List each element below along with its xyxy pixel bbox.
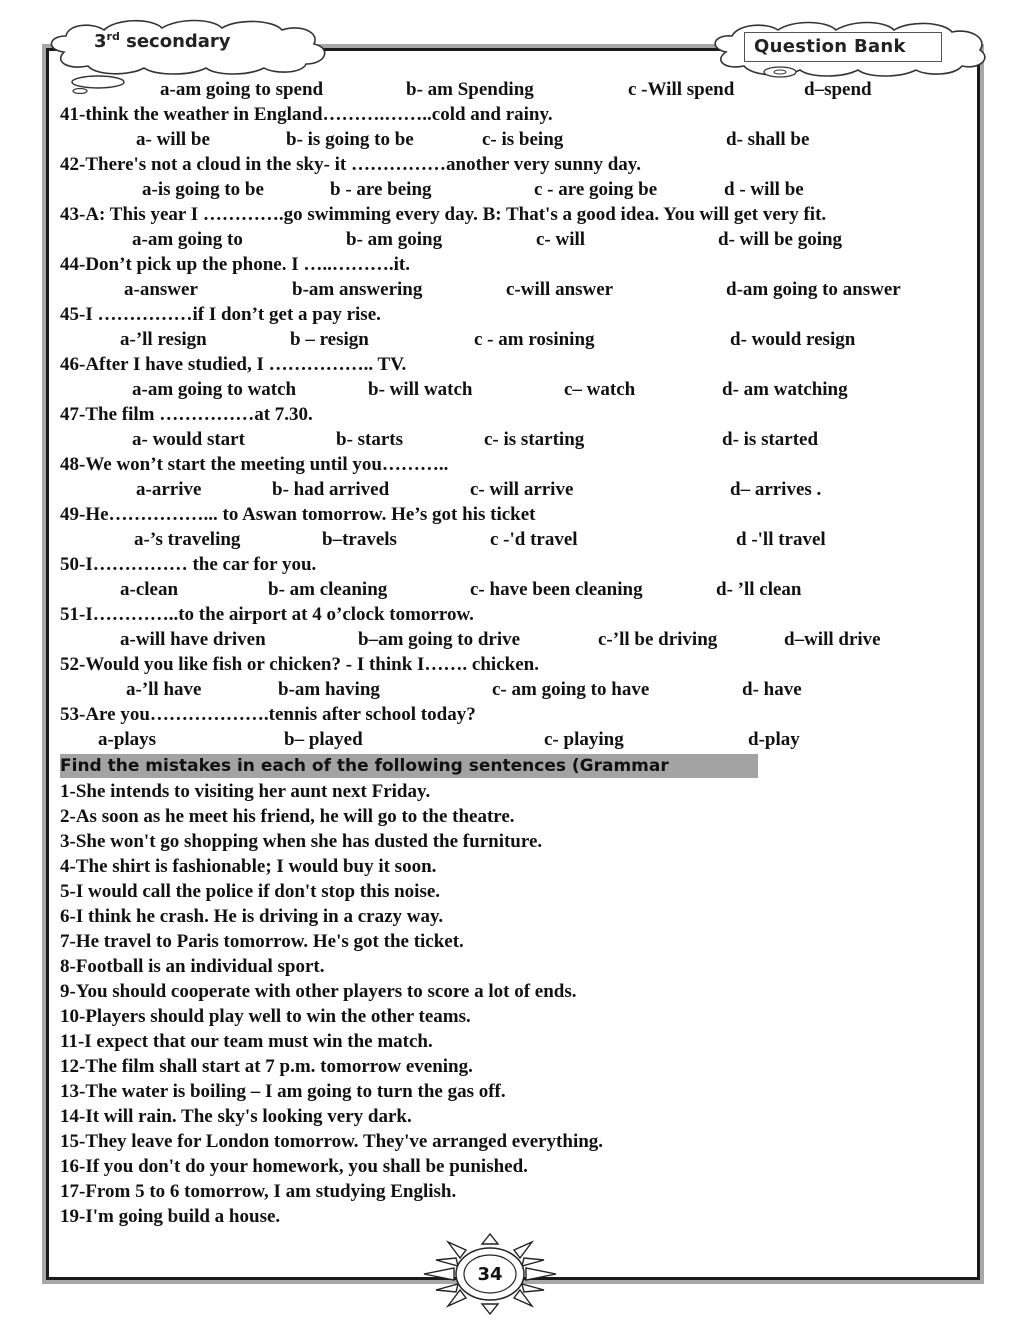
- option-b: b–travels: [322, 529, 397, 550]
- options-row: [60, 277, 960, 302]
- page-number: 34: [477, 1264, 503, 1285]
- question-stem: 52-Would you like fish or chicken? - I think I……. chicken.: [60, 654, 539, 675]
- question-stem: 51-I…………..to the airport at 4 o’clock tomorrow.: [60, 604, 474, 625]
- options-row: [60, 227, 960, 252]
- list-item: 2-As soon as he meet his friend, he will go to the theatre.: [60, 806, 515, 827]
- list-item: 10-Players should play well to win the other teams.: [60, 1006, 471, 1027]
- list-item: 13-The water is boiling – I am going to turn the gas off.: [60, 1081, 506, 1102]
- option-c: c- have been cleaning: [470, 579, 643, 600]
- option-b: b- am going: [346, 229, 443, 250]
- option-b: b- starts: [336, 429, 404, 450]
- options-row: [60, 427, 960, 452]
- question-stem: 44-Don’t pick up the phone. I …..……….it.: [60, 254, 410, 275]
- option-d: d- would resign: [730, 329, 856, 350]
- options-row: [60, 127, 960, 152]
- option-d: d- will be going: [718, 229, 843, 250]
- options-row: [60, 627, 960, 652]
- list-item: 3-She won't go shopping when she has dusted the furniture.: [60, 831, 543, 852]
- option-a: a-arrive: [136, 479, 202, 500]
- grade-label: 3rd secondary: [94, 30, 231, 52]
- option-b: b – resign: [290, 329, 369, 350]
- option-a: a-will have driven: [120, 629, 266, 650]
- options-row: [60, 327, 960, 352]
- option-c: c- will arrive: [470, 479, 574, 500]
- list-item: 19-I'm going build a house.: [60, 1206, 281, 1227]
- question-bank-label: Question Bank: [754, 36, 906, 57]
- option-d: d- have: [742, 679, 802, 700]
- question-stem: 45-I ……………if I don’t get a pay rise.: [60, 304, 381, 325]
- option-d: d–spend: [804, 79, 872, 100]
- grade-cloud: [44, 18, 334, 76]
- option-d: d- ’ll clean: [716, 579, 802, 600]
- option-a: a-am going to spend: [160, 79, 324, 100]
- option-c: c-’ll be driving: [598, 629, 718, 650]
- option-b: b- had arrived: [272, 479, 390, 500]
- mistakes-list: [60, 779, 960, 1229]
- option-c: c- is being: [482, 129, 564, 150]
- list-item: 9-You should cooperate with other players to score a lot of ends.: [60, 981, 577, 1002]
- option-d: d-play: [748, 729, 800, 750]
- question-stem: 43-A: This year I ………….go swimming every day. B: That's a good idea. You will get very fit.: [60, 204, 827, 225]
- option-b: b- am Spending: [406, 79, 534, 100]
- question-stem: 48-We won’t start the meeting until you………..: [60, 454, 449, 475]
- question-stem: 50-I…………… the car for you.: [60, 554, 317, 575]
- option-d: d- is started: [722, 429, 819, 450]
- option-c: c - are going be: [534, 179, 658, 200]
- question-stem: 47-The film ……………at 7.30.: [60, 404, 313, 425]
- list-item: 12-The film shall start at 7 p.m. tomorrow evening.: [60, 1056, 473, 1077]
- options-row: [60, 677, 960, 702]
- option-c: c– watch: [564, 379, 636, 400]
- option-b: b- is going to be: [286, 129, 414, 150]
- section-heading: Find the mistakes in each of the following sentences (Grammar: [60, 754, 758, 778]
- question-stem: 42-There's not a cloud in the sky- it ……………another very sunny day.: [60, 154, 641, 175]
- option-b: b-am answering: [292, 279, 423, 300]
- list-item: 6-I think he crash. He is driving in a crazy way.: [60, 906, 444, 927]
- option-d: d - will be: [724, 179, 804, 200]
- option-a: a-am going to: [132, 229, 243, 250]
- list-item: 11-I expect that our team must win the match.: [60, 1031, 433, 1052]
- option-b: b–am going to drive: [358, 629, 521, 650]
- option-c: c- am going to have: [492, 679, 650, 700]
- option-c: c- will: [536, 229, 586, 250]
- option-a: a-’ll have: [126, 679, 202, 700]
- list-item: 15-They leave for London tomorrow. They've arranged everything.: [60, 1131, 604, 1152]
- options-row: [60, 727, 960, 752]
- option-d: d- shall be: [726, 129, 810, 150]
- option-c: c -'d travel: [490, 529, 578, 550]
- option-b: b– played: [284, 729, 363, 750]
- question-stem: 46-After I have studied, I …………….. TV.: [60, 354, 407, 375]
- option-d: d– arrives .: [730, 479, 822, 500]
- option-d: d-am going to answer: [726, 279, 901, 300]
- options-row: [60, 77, 960, 102]
- question-stem: 53-Are you……………….tennis after school today?: [60, 704, 476, 725]
- option-a: a-plays: [98, 729, 157, 750]
- question-stem: 49-He……………... to Aswan tomorrow. He’s got his ticket: [60, 504, 536, 525]
- list-item: 7-He travel to Paris tomorrow. He's got the ticket.: [60, 931, 464, 952]
- question-stem: 41-think the weather in England……….……..cold and rainy.: [60, 104, 553, 125]
- option-a: a-clean: [120, 579, 179, 600]
- option-d: d–will drive: [784, 629, 881, 650]
- option-c: c -Will spend: [628, 79, 735, 100]
- option-a: a-answer: [124, 279, 198, 300]
- list-item: 4-The shirt is fashionable; I would buy it soon.: [60, 856, 437, 877]
- option-c: c-will answer: [506, 279, 614, 300]
- list-item: 5-I would call the police if don't stop this noise.: [60, 881, 441, 902]
- list-item: 16-If you don't do your homework, you shall be punished.: [60, 1156, 528, 1177]
- option-a: a-is going to be: [142, 179, 264, 200]
- options-row: [60, 477, 960, 502]
- options-row: [60, 177, 960, 202]
- list-item: 14-It will rain. The sky's looking very dark.: [60, 1106, 412, 1127]
- option-a: a- will be: [136, 129, 210, 150]
- options-row: [60, 377, 960, 402]
- option-b: b-am having: [278, 679, 380, 700]
- option-c: c- is starting: [484, 429, 585, 450]
- option-b: b- am cleaning: [268, 579, 388, 600]
- option-a: a- would start: [132, 429, 245, 450]
- option-a: a-am going to watch: [132, 379, 297, 400]
- page-number-badge: [418, 1232, 562, 1316]
- list-item: 17-From 5 to 6 tomorrow, I am studying English.: [60, 1181, 457, 1202]
- option-b: b - are being: [330, 179, 432, 200]
- option-c: c- playing: [544, 729, 624, 750]
- option-a: a-’ll resign: [120, 329, 207, 350]
- list-item: 8-Football is an individual sport.: [60, 956, 325, 977]
- option-d: d- am watching: [722, 379, 848, 400]
- option-c: c - am rosining: [474, 329, 595, 350]
- options-row: [60, 577, 960, 602]
- options-row: [60, 527, 960, 552]
- option-a: a-’s traveling: [134, 529, 241, 550]
- option-b: b- will watch: [368, 379, 473, 400]
- question-bank-cloud: [708, 20, 990, 78]
- list-item: 1-She intends to visiting her aunt next Friday.: [60, 781, 431, 802]
- questions-block: [60, 77, 960, 752]
- option-d: d -'ll travel: [736, 529, 826, 550]
